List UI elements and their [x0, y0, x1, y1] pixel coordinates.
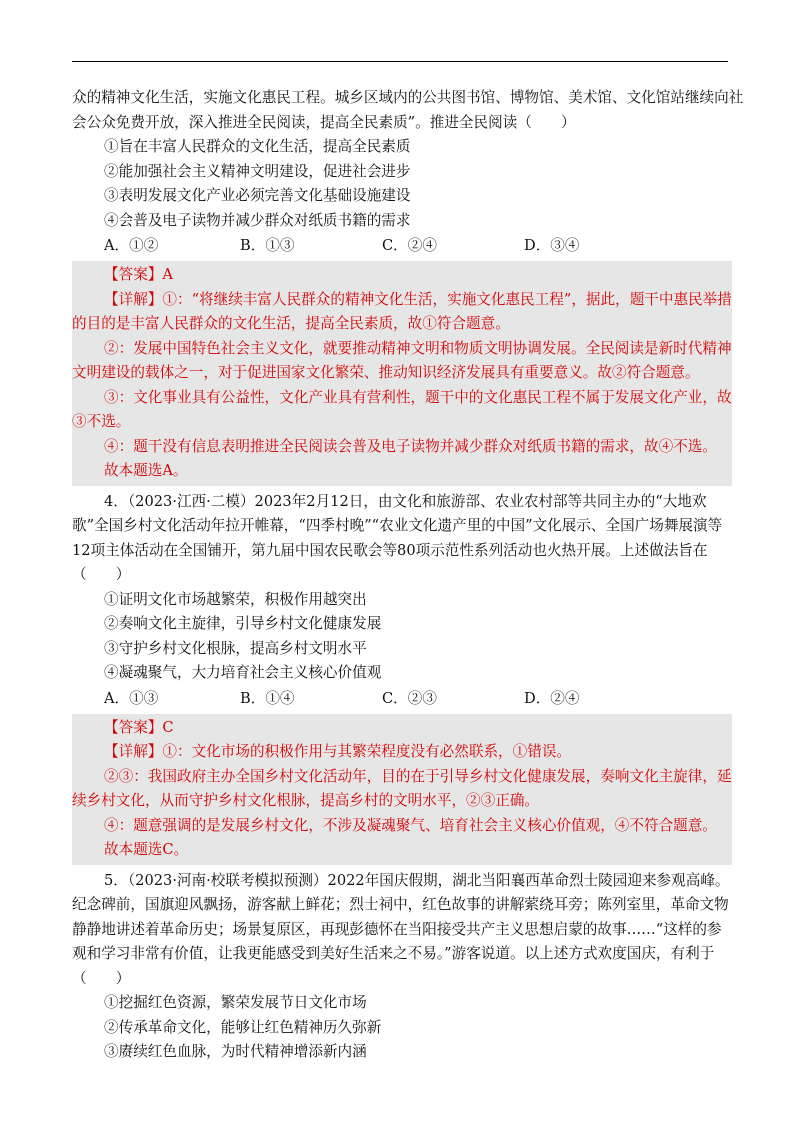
q4-item-3: ③守护乡村文化根脉，提高乡村文明水平 [104, 639, 367, 657]
q3-item-3: ③表明发展文化产业必须完善文化基础设施建设 [104, 187, 411, 204]
q5-item-2: ②传承革命文化，能够让红色精神历久弥新 [104, 1018, 382, 1036]
q3-conclusion: 故本题选A。 [104, 462, 188, 479]
q3-stem-line-2: 会公众免费开放，深入推进全民阅读，提高全民素质”。推进全民阅读（ ） [72, 113, 576, 131]
q4-analysis-1: 【详解】①：文化市场的积极作用与其繁荣程度没有必然联系，①错误。 [104, 743, 572, 760]
q3-item-2: ②能加强社会主义精神文明建设，促进社会进步 [104, 162, 411, 180]
question-4 [72, 490, 732, 865]
q4-answer-block [72, 714, 732, 865]
q4-option-c: C．②③ [382, 689, 437, 707]
document-body [72, 86, 744, 1065]
q4-options [72, 686, 732, 711]
q5-stem: 5．（2023·河南·校联考模拟预测）2022年国庆假期，湖北当阳襄西革命烈士陵园迎来参观高峰。纪念碑前，国旗迎风飘扬，游客献上鲜花；烈士祠中，红色故事的讲解萦绕耳旁；陈列室里，革命文物静静地讲述着革命历史；场景复原区，再现彭德怀在当阳接受共产主义思想启蒙的故事……“这样的参观和学习非常有价值，让我更能感受到美好生活来之不易。”游客说道。以上述方式欢度国庆，有利于（ ） [72, 871, 730, 987]
q3-option-b: B．①③ [240, 237, 295, 254]
q3-analysis-1: 【详解】①：“将继续丰富人民群众的精神文化生活，实施文化惠民工程”，据此，题干中惠民举措的目的是丰富人民群众的文化生活，提高全民素质，故①符合题意。 [72, 290, 732, 332]
q4-stem: 4．（2023·江西·二模）2023年2月12日，由文化和旅游部、农业农村部等共同主办的“大地欢歌”全国乡村文化活动年拉开帷幕，“四季村晚”“农业文化遗产里的中国”文化展示、全国广场舞展演等12项主体活动在全国铺开，第九届中国农民歌会等80项示范性系列活动也火热开展。上述做法旨在（ ） [72, 492, 723, 583]
q4-option-a: A．①③ [104, 689, 159, 707]
q3-analysis-3: ③：文化事业具有公益性，文化产业具有营利性，题干中的文化惠民工程不属于发展文化产业，故③不选。 [72, 388, 732, 430]
q3-answer-block [72, 261, 732, 486]
q3-answer: 【答案】A [104, 266, 173, 283]
q4-item-1: ①证明文化市场越繁荣，积极作用越突出 [104, 590, 367, 608]
q4-option-b: B．①④ [240, 689, 295, 707]
q4-option-d: D．②④ [524, 689, 580, 707]
q3-option-a: A．①② [104, 237, 159, 254]
header-rule [72, 61, 728, 62]
q3-stem-line-1: 众的精神文化生活，实施文化惠民工程。城乡区域内的公共图书馆、博物馆、美术馆、文化馆站继续向社 [72, 89, 744, 106]
q3-option-c: C．②④ [382, 237, 437, 254]
q3-item-4: ④会普及电子读物并减少群众对纸质书籍的需求 [104, 211, 411, 229]
q4-conclusion: 故本题选C。 [104, 841, 189, 858]
q4-item-4: ④凝魂聚气，大力培育社会主义核心价值观 [104, 664, 382, 681]
q4-item-2: ②奏响文化主旋律，引导乡村文化健康发展 [104, 615, 382, 632]
q4-answer: 【答案】C [104, 718, 174, 736]
q4-analysis-3: ④：题意强调的是发展乡村文化，不涉及凝魂聚气、培育社会主义核心价值观，④不符合题意。 [104, 816, 717, 834]
q3-option-d: D．③④ [524, 237, 580, 254]
q3-analysis-2: ②：发展中国特色社会主义文化，就要推动精神文明和物质文明协调发展。全民阅读是新时代精神文明建设的载体之一，对于促进国家文化繁荣、推动知识经济发展具有重要意义。故②符合题意。 [72, 339, 732, 381]
q3-item-1: ①旨在丰富人民群众的文化生活，提高全民素质 [104, 138, 411, 155]
q4-analysis-2: ②③：我国政府主办全国乡村文化活动年，目的在于引导乡村文化健康发展，奏响文化主旋律，延续乡村文化，从而守护乡村文化根脉，提高乡村的文明水平，②③正确。 [72, 767, 732, 809]
question-3 [72, 86, 744, 486]
q3-analysis-4: ④：题干没有信息表明推进全民阅读会普及电子读物并减少群众对纸质书籍的需求，故④不选。 [104, 437, 717, 455]
question-5 [72, 869, 732, 1065]
q5-item-1: ①挖掘红色资源，繁荣发展节日文化市场 [104, 994, 367, 1011]
q3-options [72, 233, 732, 258]
q5-item-3: ③赓续红色血脉，为时代精神增添新内涵 [104, 1043, 367, 1060]
